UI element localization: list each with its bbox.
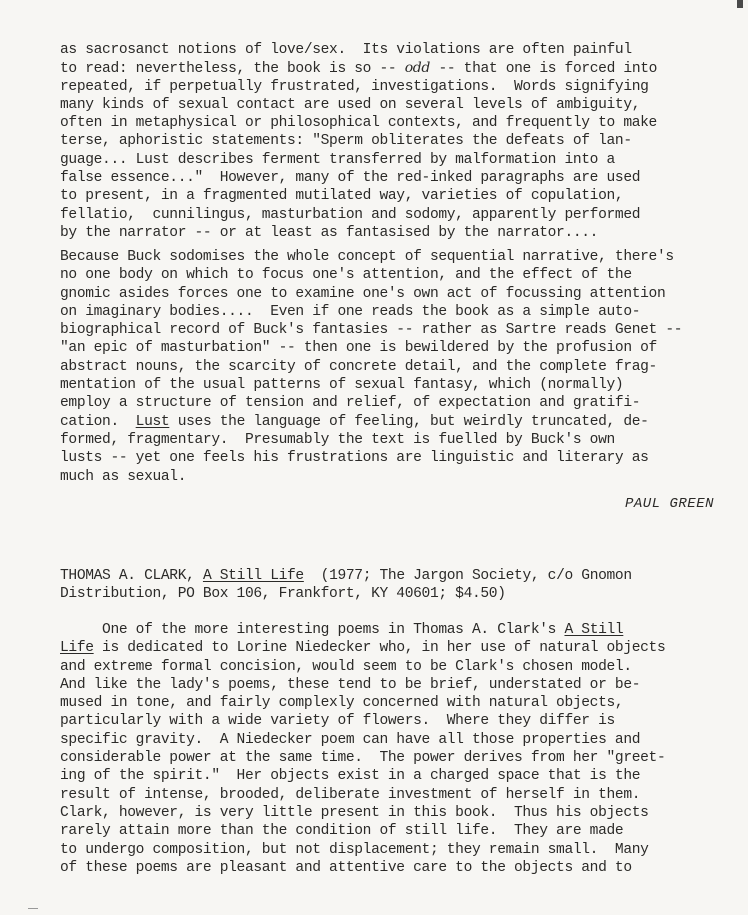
review2-body-line: to undergo composition, but not displacement; they remain small. Many — [60, 841, 649, 858]
review2-body-line — [60, 639, 720, 657]
italic-word: odd — [404, 60, 431, 77]
review1-paragraph2-line: on imaginary bodies.... Even if one reads the book as a simple auto- — [60, 303, 641, 320]
underlined-title: A Still Life — [202, 568, 304, 584]
review1-paragraph1-line: to present, in a fragmented mutilated way, varieties of copulation, — [60, 188, 624, 205]
review2-body-line: particularly with a wide variety of flowers. Where they differ is — [60, 713, 615, 730]
review2-body-line: of these poems are pleasant and attentive care to the objects and to — [60, 859, 632, 876]
text-run: THOMAS A. CLARK, — [60, 568, 203, 584]
review1-paragraph2-line: "an epic of masturbation" -- then one is bewildered by the profusion of — [60, 340, 657, 357]
review2-body-line: specific gravity. A Niedecker poem can have all those properties and — [60, 731, 641, 748]
underlined-title: Life — [60, 640, 94, 657]
underlined-title: Lust — [135, 413, 170, 430]
text-run: to read: nevertheless, the book is so -- — [60, 61, 405, 78]
review1-paragraph1-line: many kinds of sexual contact are used on several levels of ambiguity, — [60, 96, 641, 113]
reviewer-signature: PAUL GREEN — [624, 496, 714, 512]
review2-body-line: mused in tone, and fairly complexly concerned with natural objects, — [60, 695, 624, 712]
review1-paragraph2-line: employ a structure of tension and relief, of expectation and gratifi- — [60, 395, 641, 412]
text-run: -- that one is forced into — [430, 61, 658, 78]
text-run: cation. — [60, 413, 136, 430]
review1-paragraph1-line: terse, aphoristic statements: "Sperm obliterates the defeats of lan- — [60, 133, 632, 150]
review2-body-line — [60, 621, 720, 639]
review2-body-line: and extreme formal concision, would seem to be Clark's chosen model. — [60, 658, 632, 675]
text-run: (1977; The Jargon Society, c/o Gnomon — [303, 568, 632, 584]
review1-paragraph2-line: lusts -- yet one feels his frustrations are linguistic and literary as — [60, 450, 649, 467]
review2-body-line: considerable power at the same time. The power derives from her "greet- — [60, 750, 666, 767]
review1-paragraph2-line: biographical record of Buck's fantasies -- rather as Sartre reads Genet -- — [60, 322, 683, 339]
review1-paragraph2-line — [60, 413, 720, 431]
review1-paragraph1-line: often in metaphysical or philosophical contexts, and frequently to make — [60, 115, 657, 132]
review2-body — [60, 621, 720, 877]
review1-paragraph1-line: by the narrator -- or at least as fantasised by the narrator.... — [60, 224, 599, 241]
review1-paragraph1-line: guage... Lust describes ferment transferred by malformation into a — [60, 151, 615, 168]
review1-paragraph2-line: gnomic asides forces one to examine one's own act of focussing attention — [60, 285, 666, 302]
underlined-title: A Still — [564, 622, 624, 638]
review1-paragraph2-line: formed, fragmentary. Presumably the text is fuelled by Buck's own — [60, 431, 615, 448]
text-run: One of the more interesting poems in Thomas A. Clark's — [60, 622, 565, 638]
corner-mark — [737, 0, 743, 8]
review2-body-line: ing of the spirit." Her objects exist in a charged space that is the — [60, 768, 641, 785]
review1-paragraph1-line: false essence..." However, many of the red-inked paragraphs are used — [60, 170, 641, 187]
review2-heading-line — [60, 567, 720, 585]
text-run: is dedicated to Lorine Niedecker who, in her use of natural objects — [93, 640, 666, 657]
review1-paragraph2 — [60, 248, 720, 486]
text-run: uses the language of feeling, but weirdly truncated, de- — [169, 413, 649, 430]
review2-body-line: And like the lady's poems, these tend to be brief, understated or be- — [60, 676, 641, 693]
review1-paragraph2-line: mentation of the usual patterns of sexual fantasy, which (normally) — [60, 377, 624, 394]
bottom-mark — [28, 908, 38, 909]
review2-body-line: rarely attain more than the condition of still life. They are made — [60, 823, 624, 840]
review1-paragraph2-line: much as sexual. — [60, 468, 187, 485]
review2-body-line: Clark, however, is very little present in this book. Thus his objects — [60, 804, 649, 821]
review2-heading-line: Distribution, PO Box 106, Frankfort, KY 40601; $4.50) — [60, 586, 506, 603]
review1-paragraph2-line: abstract nouns, the scarcity of concrete detail, and the complete frag- — [60, 358, 657, 375]
review1-paragraph2-line: Because Buck sodomises the whole concept of sequential narrative, there's — [60, 249, 674, 265]
review1-paragraph1-line: repeated, if perpetually frustrated, investigations. Words signifying — [60, 78, 649, 95]
review1-paragraph2-line: no one body on which to focus one's attention, and the effect of the — [60, 267, 632, 284]
review1-paragraph1 — [60, 41, 720, 242]
review1-paragraph1-line — [60, 59, 720, 77]
review2-heading — [60, 567, 720, 604]
review1-paragraph1-line: as sacrosanct notions of love/sex. Its violations are often painful — [60, 42, 632, 58]
review2-body-line: result of intense, brooded, deliberate investment of herself in them. — [60, 786, 641, 803]
review1-paragraph1-line: fellatio, cunnilingus, masturbation and sodomy, apparently performed — [60, 206, 641, 223]
